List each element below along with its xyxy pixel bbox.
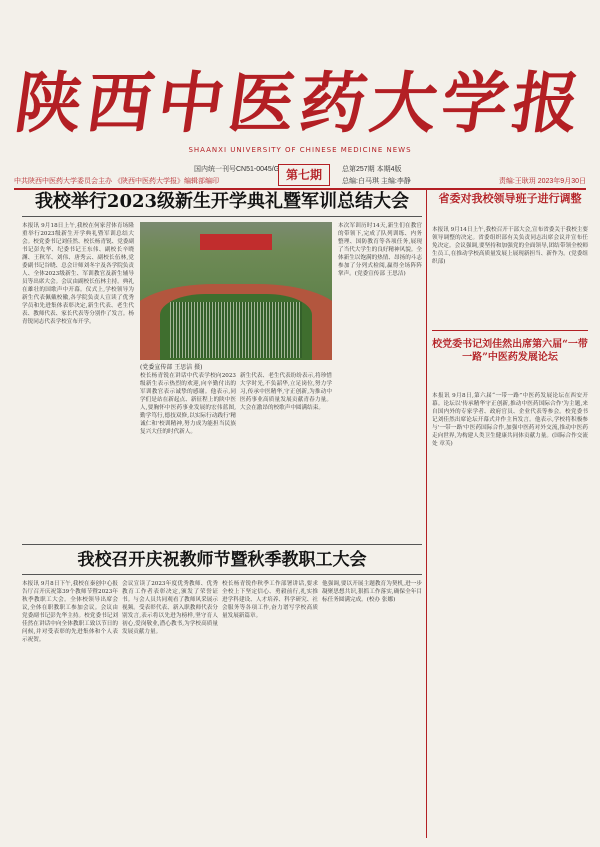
lead-column-1: 本报讯 9月18日上午,我校在何家营体育场隆重举行2023级新生开学典礼暨军训总结大会。校党委书记刘佳然、校长杨青锐、党委副书记彭先华、纪委书记王东伟、副校长辛晓渊、王秋军、刘伟、唐秀云、副校长伍林,党委副书记谷晓、总会计师刘冬宇及各学院负责人、全体2023级新生、军训教官及新生辅导员等出席大会。会议由副校长伍林主持。典礼在雄壮的国歌声中开幕。仪式上,学校领导为新生代表佩戴校徽,各学院负责人宣读了优秀学员和先进集体表彰决定,新生代表、老生代表、教师代表、家长代表等分别作了发言。杨青锐同志代表学校宣布开学。 — [22, 223, 134, 325]
masthead-subtitle: SHAANXI UNIVERSITY OF CHINESE MEDICINE NEWS — [188, 146, 412, 154]
ceremony-photo — [140, 222, 332, 360]
lead-column-3: 新生代表、老生代表纷纷表示,将珍惜大学时光,不负韶华,立足岗位,努力学习,传承中医精华,守正创新,为推动中医药事业高质量发展贡献青春力量。大会在激昂的校歌声中圆满结束。 — [240, 373, 332, 411]
section-divider — [22, 544, 422, 545]
second-headline: 我校召开庆祝教师节暨秋季教职工大会 — [77, 550, 367, 570]
total-issue: 总第257期 本期4版 — [342, 166, 402, 173]
second-column-4: 他强调,要以开展主题教育为契机,进一步凝聚思想共识,狠抓工作落实,确保全年目标任务圆满完成。(校办 张娜) — [322, 581, 422, 603]
photo-caption: (党委宣传部 王思洁 摄) — [140, 364, 203, 371]
photo-stage — [200, 234, 272, 250]
sponsor-line: 中共陕西中医药大学委员会主办 《陕西中医药大学报》编辑部编印 — [14, 178, 219, 185]
second-divider — [22, 574, 422, 575]
lead-column-4: 本次军训历时14天,新生们在教官的带领下,完成了队列训练、内务整理、国防教育等各项任务,展现了当代大学生的良好精神风貌。全体新生以饱满的热情、昂扬的斗志参加了分列式检阅,赢得全场阵阵掌声。(党委宣传部 王思洁) — [338, 223, 422, 277]
issue-number-box: 第七期 — [278, 164, 330, 186]
second-column-3: 校长杨青锐作秋季工作部署讲话,要求全校上下坚定信心、勇毅前行,扎实推进学科建设、人才培养、科学研究、社会服务等各项工作,奋力谱写学校高质量发展新篇章。 — [222, 581, 318, 619]
sidebar-divider-h — [432, 330, 588, 331]
lead-divider — [22, 216, 422, 217]
sidebar-headline-2: 校党委书记刘佳然出席第六届“一带一路”中医药发展论坛 — [432, 339, 588, 363]
editor-line: 总编:白马琪 主编:李静 — [342, 178, 411, 185]
masthead-title: 陕西中医药大学报 — [10, 64, 590, 142]
sidebar-divider — [426, 190, 427, 838]
serial-number: 国内统一刊号CN51-0045/G — [194, 166, 280, 173]
lead-column-2: 校长杨青锐在讲话中代表学校向2023级新生表示热烈的欢迎,向辛勤付出的军训教官表示诚挚的感谢。他表示,同学们是站在新起点、新征程上的陕中医人,要胸怀中医药事业发展的宏伟蓝图,勤学笃行,德技双修,以实际行动践行'精诚仁和'校训精神,努力成为能担当民族复兴大任的时代新人。 — [140, 373, 236, 435]
sidebar-text-1: 本报讯 9月14日上午,我校召开干部大会,宣布省委关于我校主要领导调整的决定。省委组织部有关负责同志出席会议并宣布任免决定。会议强调,要坚持和加强党的全面领导,团结带领全校师生员工,在推动学校高质量发展上展现新担当、新作为。(党委组织部) — [432, 227, 588, 265]
photo-crowd — [170, 302, 302, 358]
sidebar-text-2: 本报讯 9月8日,第六届“一带一路”中医药发展论坛在西安开幕。论坛以'传承精华守正创新,推动中医药国际合作'为主题,来自国内外的专家学者、政府官员、企业代表等参会。校党委书记刘佳然出席论坛开幕式并作主旨发言。他表示,学校将积极参与'一带一路'中医药国际合作,加强中医药对外交流,推动中医药走向世界,为构建人类卫生健康共同体贡献力量。(国际合作交流处 章芙) — [432, 393, 588, 447]
lead-headline: 我校举行2023级新生开学典礼暨军训总结大会 — [34, 191, 410, 212]
second-column-2: 会议宣读了2023年度优秀教师、优秀教育工作者表彰决定,颁发了荣誉证书。与会人员共同观看了教师风采展示视频。受表彰代表、新入职教师代表分别发言,表示将以先进为榜样,坚守育人初心,爱岗敬业,潜心教书,为学校高质量发展贡献力量。 — [122, 581, 218, 635]
issue-date: 责编:王耿玥 2023年9月30日 — [498, 178, 586, 185]
masthead — [0, 0, 600, 160]
sidebar-headline-1: 省委对我校领导班子进行调整 — [438, 192, 582, 205]
second-column-1: 本报讯 9月8日下午,我校在秦创中心报告厅召开庆祝第39个教师节暨2023年秋季教职工大会。全体校领导出席会议,全体在职教职工参加会议。会议由党委副书记彭先华主持。校党委书记刘佳然在讲话中向全体教职工致以节日的问候,并对受表彰的先进集体和个人表示祝贺。 — [22, 581, 118, 643]
